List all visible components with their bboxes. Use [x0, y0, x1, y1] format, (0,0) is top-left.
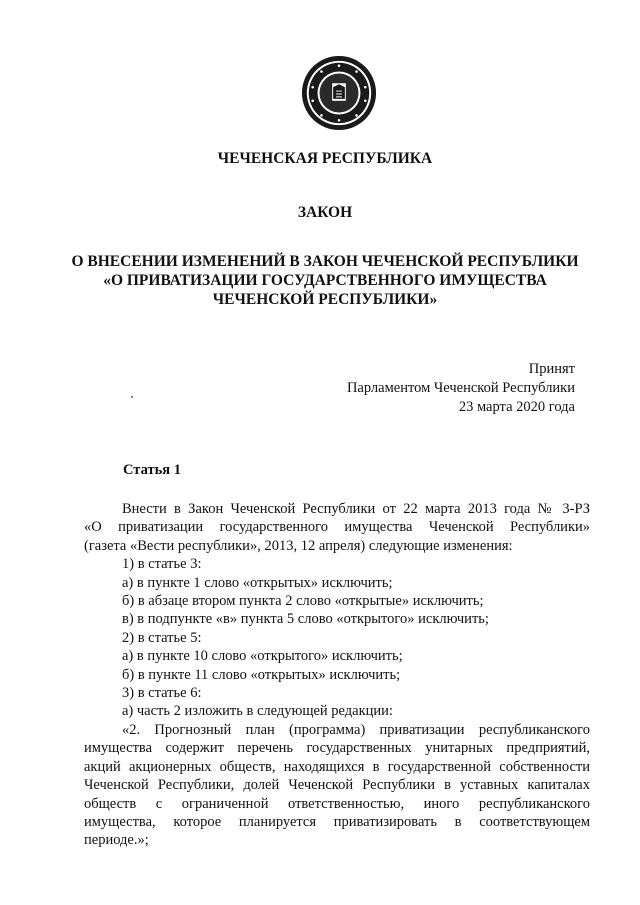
quoted-paragraph-line: акций акционерных обществ, находящихся в государственной собственности: [84, 758, 590, 775]
quoted-paragraph-line: Чеченской Республики, долей Чеченской Республики в уставных капиталах: [84, 777, 590, 794]
article-body: [84, 500, 590, 850]
law-title: [60, 252, 590, 309]
amendment-item: б) в абзаце втором пункта 2 слово «открытые» исключить;: [122, 593, 484, 610]
republic-heading: ЧЕЧЕНСКАЯ РЕСПУБЛИКА: [217, 150, 433, 167]
law-title-line: О ВНЕСЕНИИ ИЗМЕНЕНИЙ В ЗАКОН ЧЕЧЕНСКОЙ РЕСПУБЛИКИ: [71, 253, 579, 270]
quoted-paragraph-line: имущества содержит перечень государственных унитарных предприятий,: [84, 740, 590, 757]
adopted-label: Принят: [528, 361, 575, 377]
scan-speck: [131, 396, 133, 398]
quoted-paragraph-line: имущества, которое планируется приватизировать в соответствующем: [84, 813, 590, 830]
law-title-line: ЧЕЧЕНСКОЙ РЕСПУБЛИКИ»: [212, 291, 438, 308]
emblem-seal: [300, 54, 378, 132]
law-title-line: «О ПРИВАТИЗАЦИИ ГОСУДАРСТВЕННОГО ИМУЩЕСТВА: [103, 272, 547, 289]
adopted-date: 23 марта 2020 года: [458, 399, 575, 415]
adoption-block: [347, 360, 575, 417]
quoted-paragraph-line: «2. Прогнозный план (программа) приватизации республиканского: [122, 721, 590, 738]
amendment-item: в) в подпункте «в» пункта 5 слово «открытого» исключить;: [122, 611, 489, 628]
amendment-item: 3) в статье 6:: [122, 685, 202, 702]
adopted-by: Парламентом Чеченской Республики: [346, 380, 575, 396]
amendment-item: а) в пункте 1 слово «открытых» исключить;: [122, 574, 393, 591]
amendment-item: а) часть 2 изложить в следующей редакции:: [122, 703, 393, 720]
quoted-paragraph-line: периоде.»;: [84, 832, 149, 849]
amendment-item: 1) в статье 3:: [122, 556, 202, 573]
paragraph-line: «О приватизации государственного имущества Чеченской Республики»: [84, 519, 590, 536]
quoted-paragraph-line: обществ с ограниченной ответственностью, иного республиканского: [84, 795, 590, 812]
amendment-item: б) в пункте 11 слово «открытых» исключить;: [122, 666, 401, 683]
paragraph-line: (газета «Вести республики», 2013, 12 апреля) следующие изменения:: [84, 537, 513, 554]
amendment-item: а) в пункте 10 слово «открытого» исключить;: [122, 648, 403, 665]
article-title: Статья 1: [123, 462, 181, 478]
document-type-heading: ЗАКОН: [297, 204, 353, 221]
paragraph-line: Внести в Закон Чеченской Республики от 22 марта 2013 года № 3-РЗ: [122, 501, 590, 517]
amendment-item: 2) в статье 5:: [122, 629, 202, 646]
